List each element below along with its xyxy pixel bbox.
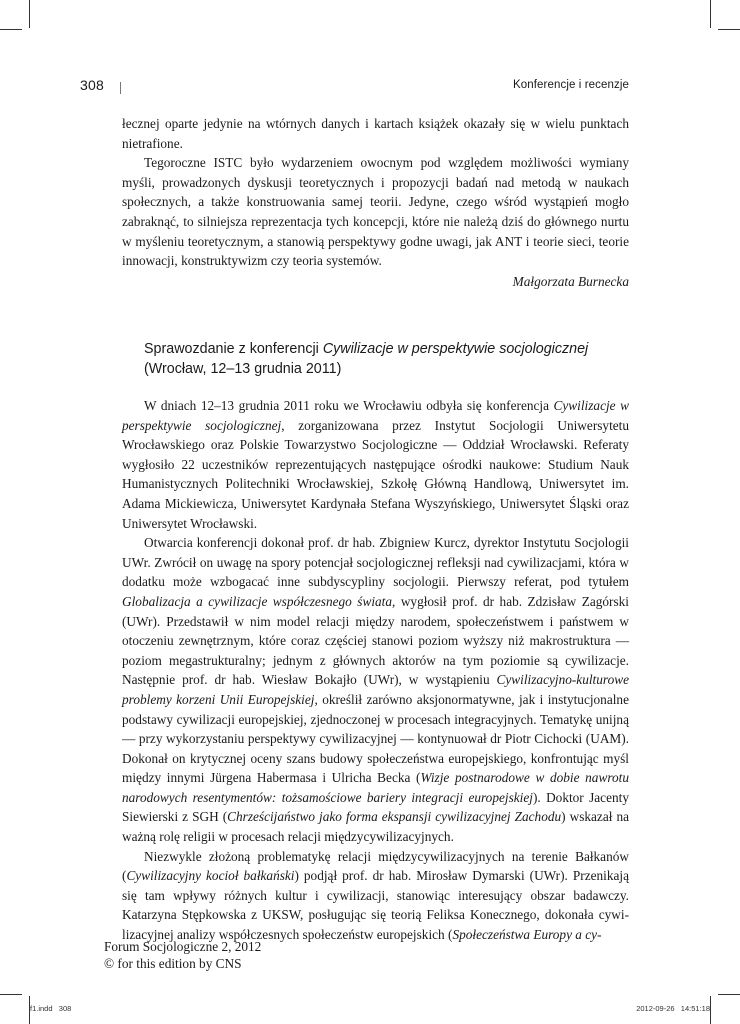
crop-mark xyxy=(710,0,711,28)
page-number: 308 xyxy=(80,77,104,93)
crop-mark xyxy=(0,29,22,30)
crop-mark xyxy=(718,29,740,30)
journal-name: Forum Socjologiczne 2, 2012 xyxy=(104,939,262,954)
paragraph xyxy=(122,533,629,847)
italic-run: Globalizacja a cywilizacje współczesnego świata xyxy=(122,593,393,609)
crop-mark xyxy=(29,0,30,28)
italic-run: Chrześcijaństwo jako forma ekspansji cywilizacyjnej Zachodu xyxy=(227,809,562,825)
copyright: © for this edition by CNS xyxy=(104,956,242,971)
paragraph xyxy=(122,847,629,945)
text-run: ). Doktor Jacenty Siewierski z SGH ( xyxy=(122,789,629,825)
title-date: (Wrocław, 12–13 grudnia 2011) xyxy=(144,360,342,377)
italic-run: Cywilizacje w perspektywie socjologicznej xyxy=(122,398,629,433)
title-italic: Cywilizacje w perspektywie socjologicznej xyxy=(322,341,589,357)
italic-run: Wizje postnarodowe w dobie nawrotu narodowych resentymentów: tożsamościowe bariery integracji europejskiej xyxy=(122,770,629,805)
report-body xyxy=(122,396,629,945)
page-footer xyxy=(104,938,261,972)
text-run: W dniach 12–13 grudnia 2011 roku we Wrocławiu odbyła się konferencja xyxy=(144,398,554,413)
text-run: , zorganizowana przez Instytut Socjologii Uniwersytetu Wrocławskiego oraz Polskie Towarzystwo Socjologiczne — Oddział Wrocławski. Referaty wygłosiło 22 uczestników reprezentujących następujące ośrodki naukowe: Studium Nauk Humanistycznych Politechniki Wrocławskiej, Szkołę Główną Handlową, Uniwersytet im. Adama Mickiewicza, Uniwersytet Kardynała Stefana Wyszyńskiego, Uniwersytet Śląski oraz Uniwersytet Wrocławski. xyxy=(122,417,630,531)
section-title xyxy=(144,340,624,379)
text-run: ) podjął prof. dr hab. Mirosław Dymarski (UWr). Przenikają się tam wpływy różnych kultur i cywilizacji, stanowiąc interesujący obszar badawczy. Katarzyna Stępkowska z UKSW, posługując się teorią Feliksa Konecznego, dokonała cywilizacyjnej analizy współczesnych społeczeństw europejskich ( xyxy=(122,868,629,943)
text-run: Otwarcia konferencji dokonał prof. dr hab. Zbigniew Kurcz, dyrektor Instytutu Socjologii UWr. Zwrócił on uwagę na spory potencjał socjologicznej refleksji nad cywilizacjami, która w dodatku może wzbogacać inne subdyscypliny socjologii. Pierwszy referat, pod tytułem xyxy=(122,535,629,590)
paragraph: łecznej oparte jedynie na wtórnych danych i kartach książek okazały się w wielu punktach nietrafione. xyxy=(122,116,629,151)
crop-mark xyxy=(718,994,740,995)
text-run: ) wskazał na ważną rolę religii w procesach relacji międzycywilizacyjnych. xyxy=(122,809,629,845)
text-run: , określił zarówno aksjonormatywne, jak i instytucjonalne podstawy cywilizacji europejskiej, zjednoczonej w procesach integracyjnych. Tematykę unijną — przy wykorzystaniu perspektywy cywilizacyjnej — kontynuował dr Piotr Cichocki (UAM). Dokonał on krytycznej oceny szans budowy społeczeństwa europejskiego, konfrontując myśl między innymi Jürgena Habermasa i Ulricha Becka ( xyxy=(122,691,629,786)
italic-run: Społeczeństwa Europy a cy- xyxy=(452,927,602,943)
previous-report xyxy=(122,114,629,271)
crop-mark xyxy=(0,994,22,995)
author-signature: Małgorzata Burnecka xyxy=(512,274,629,289)
text-run: Niezwykle złożoną problematykę relacji międzycywilizacyjnych na terenie Bałkanów ( xyxy=(122,848,629,884)
paragraph xyxy=(122,396,629,533)
text-run: , wygłosił prof. dr hab. Zdzisław Zagórski (UWr). Przedstawił w nim model relacji między narodem, społeczeństwem i państwem w otoczeniu zewnętrznym, które coraz częściej stanowi poziom wyższy niż makrostruktura — poziom megastrukturalny; jednym z głównych aktorów na tym poziomie są cywilizacje. Następnie prof. dr hab. Wiesław Bokajło (UWr), w wystąpieniu xyxy=(122,593,629,688)
slug-timestamp: 2012-09-26 14:51:18 xyxy=(636,1004,710,1013)
slug-file: f1.indd 308 xyxy=(30,1004,72,1013)
italic-run: Cywilizacyjno-kulturowe problemy korzeni Unii Europejskiej xyxy=(122,672,629,707)
running-title: Konferencje i recenzje xyxy=(513,79,629,91)
paragraph: Tegoroczne ISTC było wydarzeniem owocnym pod względem możliwości wymiany myśli, prowadzonych dyskusji teoretycznych i propozycji badań nad metodą w naukach społecznych, a także konstruowania samej teorii. Jedyne, czego wśród wystąpień mogło zabraknąć, to silniejsza reprezentacja tych koncepcji, które nie należą dziś do głównego nurtu w myśleniu teoretycznym, a stanowią perspektywy godne uwagi, jak ANT i teorie sieci, teorie innowacji, konstruktywizm czy teoria systemów. xyxy=(122,155,629,269)
crop-mark xyxy=(710,996,711,1024)
title-prefix: Sprawozdanie z konferencji xyxy=(144,341,323,357)
italic-run: Cywilizacyjny kocioł bałkański xyxy=(126,868,295,884)
header-divider xyxy=(120,82,121,94)
